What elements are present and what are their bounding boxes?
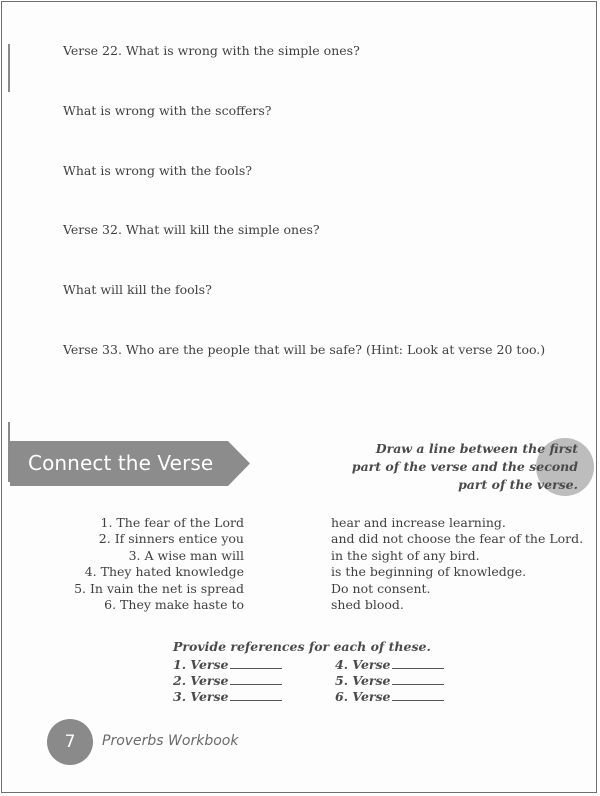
reference-row bbox=[173, 656, 282, 672]
question-scoffers: What is wrong with the scoffers? bbox=[63, 103, 272, 118]
answer-blank[interactable] bbox=[230, 672, 282, 685]
workbook-page bbox=[1, 1, 597, 793]
verse-start-item: 1. The fear of the Lord bbox=[100, 515, 244, 530]
question-verse-32: Verse 32. What will kill the simple ones? bbox=[63, 222, 320, 237]
reference-row bbox=[335, 672, 444, 688]
margin-rule-top bbox=[8, 44, 10, 92]
reference-label: 1. Verse bbox=[173, 657, 229, 672]
question-verse-33: Verse 33. Who are the people that will be safe? (Hint: Look at verse 20 too.) bbox=[63, 342, 546, 357]
verse-end-item: hear and increase learning. bbox=[331, 515, 506, 530]
instruction-line: part of the verse. bbox=[458, 477, 578, 492]
instruction-line: Draw a line between the first bbox=[375, 441, 578, 456]
verse-end-item: in the sight of any bird. bbox=[331, 547, 480, 563]
matching-right-column bbox=[331, 515, 583, 613]
verse-start-item: 3. A wise man will bbox=[128, 547, 244, 563]
page-number: 7 bbox=[64, 732, 76, 752]
instruction-line: part of the verse and the second bbox=[351, 459, 578, 474]
verse-end-item: and did not choose the fear of the Lord. bbox=[331, 531, 584, 547]
question-verse-22: Verse 22. What is wrong with the simple ones? bbox=[63, 43, 360, 58]
verse-start-item: 4. They hated knowledge bbox=[84, 564, 244, 580]
verse-start-item: 6. They make haste to bbox=[104, 597, 244, 613]
reference-row bbox=[173, 672, 282, 688]
question-kill-fools: What will kill the fools? bbox=[63, 282, 212, 297]
reference-label: 4. Verse bbox=[335, 657, 391, 672]
reference-label: 3. Verse bbox=[173, 689, 229, 704]
book-title: Proverbs Workbook bbox=[102, 733, 239, 749]
answer-blank[interactable] bbox=[392, 688, 444, 701]
reference-label: 6. Verse bbox=[335, 689, 391, 704]
reference-row bbox=[335, 656, 444, 672]
answer-blank[interactable] bbox=[230, 656, 282, 669]
reference-label: 2. Verse bbox=[173, 673, 229, 688]
verse-end-item: shed blood. bbox=[331, 597, 404, 613]
reference-row bbox=[335, 688, 444, 704]
verse-end-item: Do not consent. bbox=[331, 580, 431, 596]
verse-start-item: 2. If sinners entice you bbox=[98, 531, 244, 547]
matching-left-column bbox=[74, 515, 244, 613]
reference-label: 5. Verse bbox=[335, 673, 391, 688]
page-number-badge bbox=[47, 719, 93, 765]
section-title: Connect the Verse bbox=[28, 451, 214, 475]
reference-row bbox=[173, 688, 282, 704]
answer-blank[interactable] bbox=[392, 672, 444, 685]
answer-blank[interactable] bbox=[392, 656, 444, 669]
answer-blank[interactable] bbox=[230, 688, 282, 701]
section-instruction bbox=[348, 440, 578, 494]
section-banner bbox=[10, 441, 250, 486]
question-fools: What is wrong with the fools? bbox=[63, 163, 252, 178]
verse-start-item: 5. In vain the net is spread bbox=[74, 580, 244, 596]
verse-end-item: is the beginning of knowledge. bbox=[331, 564, 527, 580]
references-title: Provide references for each of these. bbox=[173, 639, 431, 654]
